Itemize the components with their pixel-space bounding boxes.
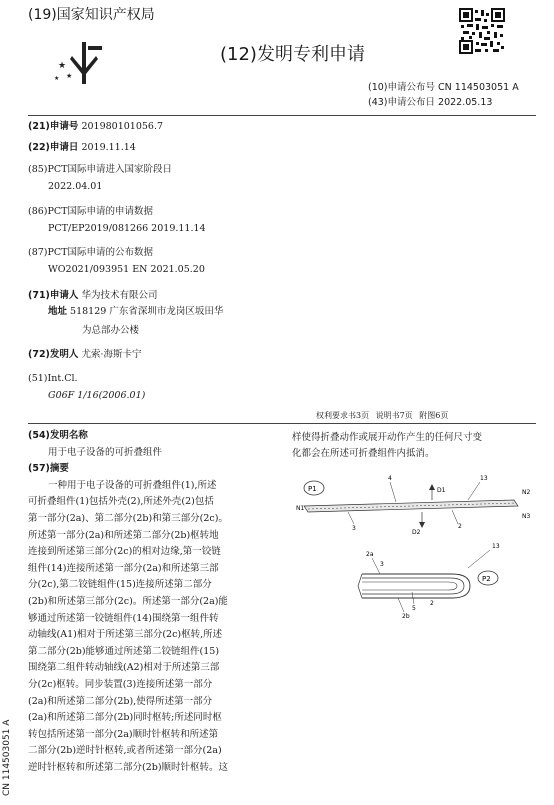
publication-date: (43)申请公布日 2022.05.13 (368, 97, 493, 108)
label-p2: P2 (482, 575, 491, 583)
abstract-line: 组件(14)连接所述第一部分(2a)和所述第三部 (28, 562, 219, 574)
abstract-line: 一种用于电子设备的可折叠组件(1),所述 (48, 479, 217, 491)
abstract-body (28, 478, 278, 777)
abstract-continuation (292, 430, 540, 462)
abstract-line: 可折叠组件(1)包括外壳(2),所述外壳(2)包括 (28, 496, 214, 508)
abstract-line: 二部分(2b)逆时针枢转,或者所述第一部分(2a) (28, 745, 222, 757)
invention-title: 用于电子设备的可折叠组件 (48, 446, 163, 458)
field-int-cl-value: G06F 1/16(2006.01) (48, 390, 146, 401)
abstract-line: 分(2c)枢转。同步装置(3)连接所述第一部分 (28, 678, 213, 690)
side-publication-number: CN 114503051 A (2, 719, 12, 796)
label-4: 4 (388, 475, 392, 482)
label-d2: D2 (412, 529, 421, 536)
abstract-line: (2b)和所述第三部分(2c)。所述第一部分(2a)能 (28, 595, 228, 607)
field-inventor: (72)发明人 尤索·海斯卡宁 (28, 349, 142, 360)
label-2: 2 (458, 523, 462, 530)
svg-text:★: ★ (54, 75, 60, 82)
label-n2: N2 (522, 489, 531, 496)
office-name: (19)国家知识产权局 (28, 7, 155, 23)
label-n1: N1 (296, 505, 305, 512)
label-3b: 3 (380, 561, 384, 568)
field-int-cl-label: (51)Int.Cl. (28, 373, 78, 384)
abstract-line: 围绕第二组件转动轴线(A2)相对于所述第三部 (28, 662, 220, 674)
abstract-line: 所述第一部分(2a)和所述第二部分(2b)枢转地 (28, 529, 219, 541)
label-2a: 2a (366, 551, 374, 558)
field-application-date: (22)申请日 2019.11.14 (28, 142, 136, 153)
field-application-number: (21)申请号 201980101056.7 (28, 121, 164, 132)
label-5: 5 (412, 605, 416, 612)
header-divider (28, 115, 536, 116)
abstract-line: 够通过所述第一铰链组件(14)围绕第一组件转 (28, 612, 219, 624)
field-applicant: (71)申请人 华为技术有限公司 (28, 290, 158, 301)
abstract-continuation-line: 化都会在所述可折叠组件内抵消。 (292, 448, 435, 459)
abstract-line: (2a)和所述第二部分(2b),使得所述第一部分 (28, 695, 213, 707)
publication-number: (10)申请公布号 CN 114503051 A (368, 82, 519, 93)
svg-text:★: ★ (58, 61, 67, 71)
field-address-line2: 为总部办公楼 (82, 325, 140, 336)
label-n3: N3 (522, 513, 531, 520)
abstract-line: 第一部分(2a)、第二部分(2b)和第三部分(2c)。 (28, 512, 228, 524)
label-2b: 2b (402, 613, 410, 620)
abstract-continuation-line: 样使得折叠动作或展开动作产生的任何尺寸变 (292, 432, 483, 443)
label-d1: D1 (437, 487, 446, 494)
field-pct-publication-value: WO2021/093951 EN 2021.05.20 (48, 264, 205, 275)
abstract-line: 分(2c),第二铰链组件(15)连接所述第二部分 (28, 579, 212, 591)
abstract-line: 逆时针枢转和所述第二部分(2b)顺时针枢转。这 (28, 761, 229, 773)
cnipa-logo (52, 38, 114, 86)
label-13b: 13 (492, 543, 500, 550)
document-type: (12)发明专利申请 (220, 44, 365, 65)
label-p1: P1 (308, 485, 317, 493)
abstract-line: 动轴线(A1)相对于所述第三部分(2c)枢转,所述 (28, 629, 223, 641)
abstract-line: 连接到所述第三部分(2c)的相对边缘,第一铰链 (28, 546, 221, 558)
field-pct-publication-label: (87)PCT国际申请的公布数据 (28, 247, 153, 258)
device-unfolded (304, 500, 518, 512)
field-address: 地址 518129 广东省深圳市龙岗区坂田华 (48, 306, 224, 317)
meta-divider (28, 423, 536, 424)
qr-code (459, 8, 505, 54)
label-2-folded: 2 (430, 600, 434, 607)
abstract-label: (57)摘要 (28, 463, 69, 475)
page-counts: 权利要求书3页 说明书7页 附图6页 (316, 411, 449, 420)
field-pct-application-value: PCT/EP2019/081266 2019.11.14 (48, 223, 206, 234)
title-label: (54)发明名称 (28, 430, 88, 441)
svg-text:★: ★ (66, 72, 73, 80)
field-pct-application-label: (86)PCT国际申请的申请数据 (28, 206, 153, 217)
field-pct-national-phase-value: 2022.04.01 (48, 181, 103, 192)
field-pct-national-phase-label: (85)PCT国际申请进入国家阶段日 (28, 164, 172, 175)
abstract-figure (292, 470, 542, 630)
abstract-line: 第二部分(2b)能够通过所述第二铰链组件(15) (28, 645, 220, 657)
label-13: 13 (480, 475, 488, 482)
abstract-column (28, 428, 278, 776)
device-folded (362, 574, 470, 598)
label-3: 3 (352, 525, 356, 532)
abstract-line: 转包括所述第一部分(2a)顺时针枢转和所述第 (28, 728, 219, 740)
abstract-line: (2a)和所述第二部分(2b)同时枢转;所述同时枢 (28, 712, 222, 724)
